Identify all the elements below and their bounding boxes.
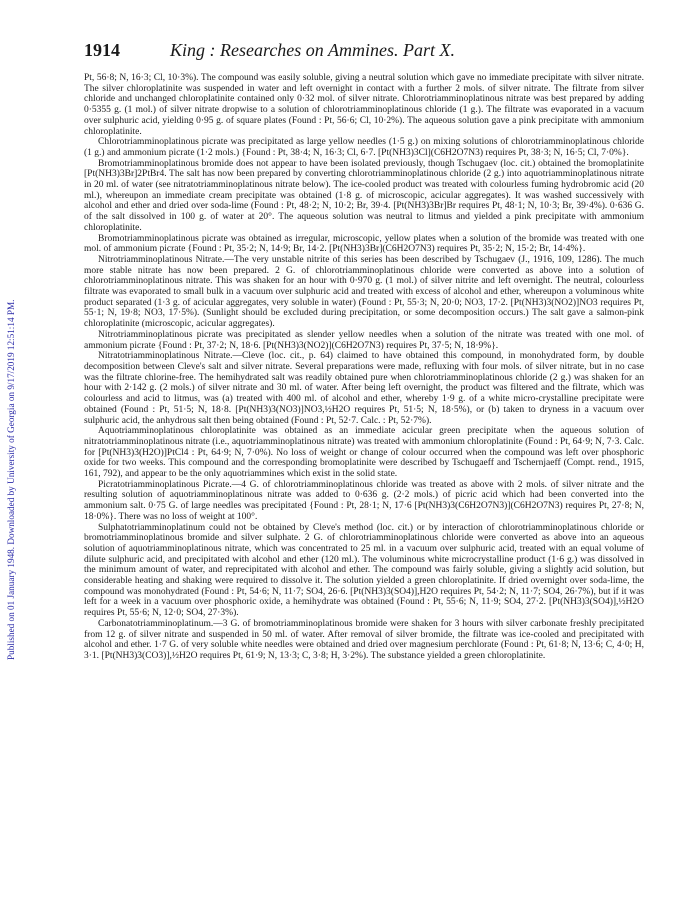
paragraph: Pt, 56·8; N, 16·3; Cl, 10·3%). The compound was easily soluble, giving a neutral solution which gave no immediate precipitate with silver nitrate. The silver chloroplatinite was suspended in water and left overnight in contact with a further 2 mols. of silver nitrate. The filtrate from silver chloride and unchanged chloroplatinite contained only 0·32 mol. of silver nitrate. Chlorotriamminoplatinous nitrate was best prepared by adding 0·5355 g. (1 mol.) of silver nitrate dropwise to a solution of chlorotriamminoplatinous chloride (1 g.). The filtrate was evaporated in a vacuum over sulphuric acid, yielding 0·95 g. of square plates (Found : Pt, 56·6; Cl, 10·2%). The aqueous solution gave a pink precipitate with ammonium chloroplatinite. (84, 73, 644, 137)
download-watermark (1, 100, 17, 660)
paragraph: Picratotriamminoplatinous Picrate.—4 G. of chlorotriamminoplatinous chloride was treated as above with 2 mols. of silver nitrate and the resulting solution of aquotriamminoplatinous nitrate was added to 0·636 g. (2·2 mols.) of picric acid which had been converted into the ammonium salt. 0·75 G. of large needles was precipitated {Found : Pt, 28·1; N, 17·6 [Pt(NH3)3(C6H2O7N3)](C6H2O7N3) requires Pt, 27·8; N, 18·0%}. There was no loss of weight at 100°. (84, 479, 644, 522)
paragraph: Nitrotriamminoplatinous picrate was precipitated as slender yellow needles when a solution of the nitrate was treated with one mol. of ammonium picrate {Found : Pt, 37·2; N, 18·6. [Pt(NH3)3(NO2)](C6H2O7N3) requires Pt, 37·5; N, 18·9%}. (84, 329, 644, 351)
paragraph: Bromotriamminoplatinous picrate was obtained as irregular, microscopic, yellow plates when a solution of the bromide was treated with one mol. of ammonium picrate {Found : Pt, 35·2; N, 14·9; Br, 14·2. [Pt(NH3)3Br](C6H2O7N3) requires Pt, 35·2; N, 15·2; Br, 14·4%}. (84, 233, 644, 255)
paragraph: Chlorotriamminoplatinous picrate was precipitated as large yellow needles (1·5 g.) on mixing solutions of chlorotriamminoplatinous chloride (1 g.) and ammonium picrate (1·2 mols.) {Found : Pt, 38·4; N, 16·3; Cl, 6·7. [Pt(NH3)3Cl](C6H2O7N3) requires Pt, 38·3; N, 16·5; Cl, 7·0%}. (84, 137, 644, 158)
running-title: King : Researches on Ammines. Part X. (170, 40, 455, 60)
paragraph: Carbonatotriamminoplatinum.—3 G. of bromotriamminoplatinous bromide were shaken for 3 hours with silver carbonate freshly precipitated from 12 g. of silver nitrate and suspended in 50 ml. of water. After removal of silver bromide, the filtrate was ice-cooled and precipitated with alcohol and ether. 1·7 G. of very soluble white needles were obtained and dried over magnesium perchlorate (Found : Pt, 61·8; N, 13·6; C, 4·0; H, 3·1. [Pt(NH3)3(CO3)],½H2O requires Pt, 61·9; N, 13·3; C, 3·8; H, 3·2%). The substance yielded a green chloroplatinite. (84, 618, 644, 661)
paragraph: Sulphatotriamminoplatinum could not be obtained by Cleve's method (loc. cit.) or by interaction of chlorotriamminoplatinous chloride or bromotriamminoplatinous bromide and silver sulphate. 2 G. of chlorotriamminoplatinous chloride were converted as above into an aqueous solution of aquotriamminoplatinous nitrate, which was concentrated to 25 ml. in a vacuum over sulphuric acid, treated with an equal volume of dilute sulphuric acid, and precipitated with alcohol and ether (120 ml.). The voluminous white microcrystalline product (1·6 g.) was dissolved in the minimum amount of water, and reprecipitated with alcohol and ether. The compound was fairly soluble, giving a slightly acid solution, but considerable heating and shaking were required to dissolve it. The solution yielded a green chloroplatinite. If dried overnight over soda-lime, the compound was monohydrated (Found : Pt, 54·6; N, 11·7; SO4, 26·6. [Pt(NH3)3(SO4)],H2O requires Pt, 54·2; N, 11·7; SO4, 26·7%), but if it was left for a week in a vacuum over phosphoric oxide, a hemihydrate was obtained (Found : Pt, 55·6; N, 11·9; SO4, 27·2. [Pt(NH3)3(SO4)],½H2O requires Pt, 55·6; N, 12·0; SO4, 27·3%). (84, 522, 644, 619)
paragraph: Nitratotriamminoplatinous Nitrate.—Cleve (loc. cit., p. 64) claimed to have obtained this compound, in monohydrated form, by double decomposition between Cleve's salt and silver nitrate. Several preparations were made, refluxing with four mols. of silver nitrate, but in no case was the filtrate chlorine-free. The hemihydrated salt was readily obtained pure when chlorotriamminoplatinous chloride (2 g.) was shaken for an hour with 2·142 g. (2 mols.) of silver nitrate and 30 ml. of water. After being left overnight, the product was filtered and the filtrate, which was colourless and acid to litmus, was (a) treated with 400 ml. of alcohol and ether, whereby 1·9 g. of a white micro-crystalline precipitate were obtained (Found : Pt, 51·5; N, 18·8. [Pt(NH3)3(NO3)]NO3,½H2O requires Pt, 51·5; N, 18·5%), or (b) taken to dryness in a vacuum over sulphuric acid, the anhydrous salt then being obtained (Found : Pt, 52·7. Calc. : Pt, 52·7%). (84, 351, 644, 426)
page-header (84, 40, 644, 64)
main-text (84, 73, 644, 893)
page-number: 1914 (84, 40, 120, 60)
paragraph: Bromotriamminoplatinous bromide does not appear to have been isolated previously, though Tschugaev (loc. cit.) obtained the bromoplatinite [Pt(NH3)3Br]2PtBr4. The salt has now been prepared by converting chlorotriamminoplatinous chloride (2 g.) into aquotriamminoplatinous nitrate in 20 ml. of water (see nitratotriamminoplatinous nitrate below). The ice-cooled product was treated with colourless fuming hydrobromic acid (20 ml.), whereupon an immediate cream precipitate was obtained (1·8 g. of microscopic, acicular aggregates). It was washed successively with alcohol and ether and dried over soda-lime (Found : Pt, 48·2; N, 10·2; Br, 39·4. [Pt(NH3)3Br]Br requires Pt, 48·1; N, 10·3; Br, 39·4%). 0·636 G. of the salt dissolved in 100 g. of water at 20°. The aqueous solution was neutral to litmus and yielded a pink precipitate with ammonium chloroplatinite. (84, 158, 644, 233)
paragraph: Aquotriamminoplatinous chloroplatinite was obtained as an immediate acicular green precipitate when the aqueous solution of nitratotriamminoplatinous nitrate (i.e., aquotriamminoplatinous nitrate) was treated with ammonium chloroplatinite (Found : Pt, 64·9; N, 7·3. Calc. for [Pt(NH3)3(H2O)]PtCl4 : Pt, 64·9; N, 7·0%). No loss of weight or change of colour occurred when the compound was left over phosphoric oxide for two weeks. This compound and the corresponding bromoplatinite were described by Tschugaeff and Tschernjaeff (Compt. rend., 1915, 161, 792), and appear to be the only aquotriammines which exist in the solid state. (84, 426, 644, 480)
paragraph: Nitrotriamminoplatinous Nitrate.—The very unstable nitrite of this series has been described by Tschugaev (J., 1916, 109, 1286). The much more stable nitrate has now been prepared. 2 G. of chlorotriamminoplatinous chloride were converted as above into a solution of chlorotriamminoplatinous nitrate. This was shaken for an hour with 0·970 g. (1 mol.) of silver nitrite and left overnight. The neutral, colourless filtrate was evaporated to small bulk in a vacuum over sulphuric acid and treated with excess of alcohol and ether, whereupon a voluminous white product separated (1·3 g. of acicular aggregates, very soluble in water) (Found : Pt, 55·3; N, 20·0; NO3, 17·2. [Pt(NH3)3(NO2)]NO3 requires Pt, 55·1; N, 19·8; NO3, 17·5%). (Sunlight should be excluded during precipitation, or some decomposition occurs.) The salt gave a salmon-pink chloroplatinite (microscopic, acicular aggregates). (84, 254, 644, 330)
download-note: Published on 01 January 1948. Downloaded by University of Georgia on 9/17/2019 12:51:14 PM. (6, 299, 16, 660)
